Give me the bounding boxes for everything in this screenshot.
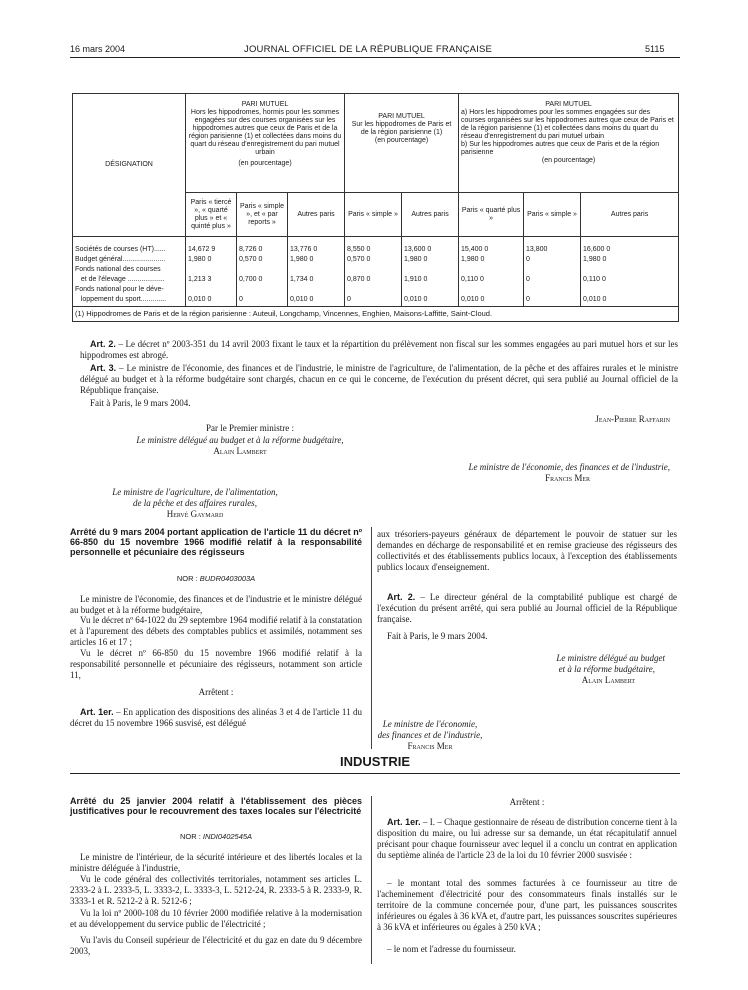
row-labels: Sociétés de courses (HT)...... Budget général...................... Fonds national des courses et de l'élevage ................... Fonds national pour le déve- loppement du sport............. bbox=[73, 237, 186, 307]
group-header-1 bbox=[186, 94, 345, 193]
article-label: Art. 2. bbox=[90, 339, 116, 349]
article-text: – En application des dispositions des alinéas 3 et 4 de l'article 11 du décret du 15 novembre 1966 susvisé, est délégué bbox=[70, 707, 362, 728]
arrete-title: Arrêté du 25 janvier 2004 relatif à l'établissement des pièces justificatives pour le recouvrement des taxes locales sur l'électricité bbox=[70, 796, 362, 816]
header-date: 16 mars 2004 bbox=[70, 44, 126, 54]
paragraph: Le ministre de l'économie, des finances et de l'industrie et le ministre délégué au budget et à la réforme budgétaire, bbox=[70, 594, 362, 615]
arretent: Arrêtent : bbox=[509, 797, 545, 807]
table-column-values: 16,600 0 1,980 0 0,110 0 0,010 0 bbox=[581, 237, 679, 307]
nor-code: INDI0402545A bbox=[202, 832, 253, 841]
arretent: Arrêtent : bbox=[198, 687, 234, 697]
subheader: Paris « simple » bbox=[345, 193, 402, 237]
subheader: Paris « tiercé », « quarté plus » et « quinté plus » bbox=[186, 193, 237, 237]
column-divider bbox=[371, 527, 372, 749]
nor-label: NOR : bbox=[179, 832, 203, 841]
arrete-article-2 bbox=[377, 592, 677, 625]
signatory-title: Le ministre délégué au budget et à la réforme budgétaire, bbox=[136, 435, 344, 445]
designation-header: DÉSIGNATION bbox=[73, 94, 186, 237]
paragraph: Vu l'avis du Conseil supérieur de l'électricité et du gaz en date du 9 décembre 2003, bbox=[70, 935, 362, 956]
signatory-title: et à la réforme budgétaire, bbox=[558, 664, 655, 674]
article-text: – Le ministre de l'économie, des finances et de l'industrie, le ministre de l'agriculture, de l'alimentation, de la pêche et des affaires rurales et le ministre délégué au budget et à la réforme budgétaire sont chargés, chacun en ce qui le concerne, de l'exécution du présent décret, qui sera publié au Journal officiel de la République française. bbox=[80, 363, 678, 395]
decree-article-2 bbox=[80, 339, 678, 361]
signatory-title: Le ministre de l'économie, bbox=[382, 719, 478, 729]
signatory-name: Alain Lambert bbox=[213, 446, 267, 456]
paragraph: Vu le code général des collectivités territoriales, notamment ses articles L. 2333-2 à L. 2333-5, L. 3333-2, L. 3333-3, L. 5212-24, R. 2333-5 à R. 2333-9, R. 3333-1 et R. 5212-2 à R. 5212-6 ; bbox=[70, 874, 362, 906]
group-title: PARI MUTUEL bbox=[241, 101, 289, 108]
section-rule bbox=[70, 773, 680, 774]
arrete-date: Fait à Paris, le 9 mars 2004. bbox=[387, 631, 488, 641]
group-header-3 bbox=[459, 94, 679, 193]
article-text: – Le décret nº 2003-351 du 14 avril 2003 fixant le taux et la répartition du prélèvement non fiscal sur les sommes engagées au pari mutuel hors et sur les hippodromes est abrogé. bbox=[80, 339, 678, 360]
decree-date: Fait à Paris, le 9 mars 2004. bbox=[90, 398, 191, 408]
group-title: PARI MUTUEL bbox=[378, 113, 425, 120]
signatory-title: de la pêche et des affaires rurales, bbox=[133, 498, 257, 508]
header-rule bbox=[70, 57, 680, 58]
subheader: Paris « quarté plus » bbox=[459, 193, 524, 237]
subheader: Paris « simple », et « par reports » bbox=[237, 193, 288, 237]
subheader: Autres paris bbox=[581, 193, 679, 237]
arrete-title: Arrêté du 9 mars 2004 portant application de l'article 11 du décret nº 66-850 du 15 novembre 1966 modifié relatif à la responsabilité personnelle et pécuniaire des régisseurs bbox=[70, 527, 362, 557]
header-journal: JOURNAL OFFICIEL DE LA RÉPUBLIQUE FRANÇAISE bbox=[244, 44, 493, 55]
signatory-title: Le ministre de l'économie, des finances et de l'industrie, bbox=[468, 462, 670, 472]
signatory-title: Le ministre de l'agriculture, de l'alimentation, bbox=[112, 487, 278, 497]
group-unit: (en pourcentage) bbox=[238, 160, 292, 167]
paragraph: Le ministre de l'intérieur, de la sécurité intérieure et des libertés locales et la ministre déléguée à l'industrie, bbox=[70, 852, 362, 873]
column-divider bbox=[371, 796, 372, 964]
table-column-values: 15,400 0 1,980 0 0,110 0 0,010 0 bbox=[459, 237, 524, 307]
signatory-name: Alain Lambert bbox=[581, 675, 635, 685]
table-footnote: (1) Hippodromes de Paris et de la région parisienne : Auteuil, Longchamp, Vincennes, Enghien, Maisons-Laffitte, Saint-Cloud. bbox=[73, 307, 679, 322]
header-page-number: 5115 bbox=[645, 44, 665, 54]
paragraph: Vu le décret nº 66-850 du 15 novembre 1966 modifié relatif à la responsabilité personnelle et pécuniaire des régisseurs, notamment son article 11, bbox=[70, 648, 362, 680]
table-column-values: 8,726 0 0,570 0 0,700 0 0 bbox=[237, 237, 288, 307]
group-desc: Hors les hippodromes, hormis pour les sommes engagées sur des courses organisées sur les hippodromes autres que ceux de Paris et de la région parisienne (1) et collectées dans moins du quart du réseau d'enregistrement du pari mutuel urbain bbox=[188, 109, 342, 156]
nor-code: BUDR0403003A bbox=[199, 574, 256, 583]
signatory-name: Francis Mer bbox=[545, 473, 590, 483]
group-desc: Sur les hippodromes de Paris et de la région parisienne (1) bbox=[351, 121, 452, 136]
section-heading: INDUSTRIE bbox=[339, 754, 411, 769]
table-column-values: 14,672 9 1,980 0 1,213 3 0,010 0 bbox=[186, 237, 237, 307]
group-unit: (en pourcentage) bbox=[374, 137, 429, 144]
table-column-values: 13,776 0 1,980 0 1,734 0 0,010 0 bbox=[288, 237, 345, 307]
table-column-values: 13,800 0 0 0 bbox=[524, 237, 581, 307]
signatory-title: Le ministre délégué au budget bbox=[556, 653, 665, 663]
table-column-values: 8,550 0 0,570 0 0,870 0 0 bbox=[345, 237, 402, 307]
subheader: Autres paris bbox=[288, 193, 345, 237]
by-pm: Par le Premier ministre : bbox=[206, 423, 294, 433]
signatory-title: des finances et de l'industrie, bbox=[377, 730, 483, 740]
article-label: Art. 2. bbox=[387, 592, 416, 602]
subheader: Paris « simple » bbox=[524, 193, 581, 237]
article-text: – Le directeur général de la comptabilité publique est chargé de l'exécution du présent arrêté, qui sera publié au Journal officiel de la République française. bbox=[377, 592, 677, 624]
article-text: – I. – Chaque gestionnaire de réseau de distribution concerne tient à la disposition du maire, ou lui adresse sur sa demande, un état récapitulatif annuel précisant pour chaque fournisseur avec lequel il a conclu un contrat en application du septième alinéa de l'article 23 de la loi du 10 février 2000 susvisée : bbox=[377, 817, 677, 860]
arrete-article-1 bbox=[377, 817, 677, 861]
signatory-name: Hervé Gaymard bbox=[166, 509, 224, 519]
group-title: PARI MUTUEL bbox=[545, 101, 592, 108]
subheader: Autres paris bbox=[402, 193, 459, 237]
signature-pm: Jean-Pierre Raffarin bbox=[595, 414, 670, 424]
nor-label: NOR : bbox=[176, 574, 200, 583]
arrete-article-1 bbox=[70, 707, 362, 729]
table-column-values: 13,600 0 1,980 0 1,910 0 0,010 0 bbox=[402, 237, 459, 307]
nor-reference bbox=[70, 574, 362, 583]
list-item: – le nom et l'adresse du fournisseur. bbox=[387, 944, 516, 954]
paragraph: Vu le décret nº 64-1022 du 29 septembre 1964 modifié relatif à la constatation et à l'apurement des débets des comptables publics et assimilés, notamment ses articles 16 et 17 ; bbox=[70, 615, 362, 647]
article-label: Art. 1er. bbox=[80, 707, 114, 717]
nor-reference bbox=[70, 832, 362, 841]
group-desc-b: b) Sur les hippodromes autres que ceux de Paris et de la région parisienne bbox=[461, 141, 660, 156]
group-desc: a) Hors les hippodromes pour les sommes engagées sur des courses organisées sur les hippodromes autres que ceux de Paris et de la région parisienne (1) et collectées dans moins du quart du réseau d'enregistrement du pari mutuel urbain bbox=[461, 109, 674, 140]
decree-article-3 bbox=[80, 363, 678, 396]
article-label: Art. 1er. bbox=[387, 817, 421, 827]
paragraph: Vu la loi nº 2000-108 du 10 février 2000 modifiée relative à la modernisation et au développement du service public de l'électricité ; bbox=[70, 908, 362, 929]
levy-table bbox=[72, 93, 679, 322]
list-item: – le montant total des sommes facturées à ce fournisseur au titre de l'acheminement d'électricité pour des consommateurs finals installés sur le territoire de la commune concernée pour, d'une part, les puissances souscrites inférieures ou égales à 36 kVA et, d'autre part, les puissances souscrites supérieures à 36 kVA et inférieures ou égales à 250 kVA ; bbox=[377, 878, 677, 932]
group-unit: (en pourcentage) bbox=[541, 157, 596, 164]
group-header-2 bbox=[345, 94, 459, 193]
signatory-name: Francis Mer bbox=[407, 741, 453, 751]
article-label: Art. 3. bbox=[90, 363, 117, 373]
paragraph: aux trésoriers-payeurs généraux de département le pouvoir de statuer sur les demandes en décharge de responsabilité et en remise gracieuse des régisseurs des collectivités et des établissements publics locaux, à l'exception des établissements publics locaux d'enseignement. bbox=[377, 529, 677, 572]
